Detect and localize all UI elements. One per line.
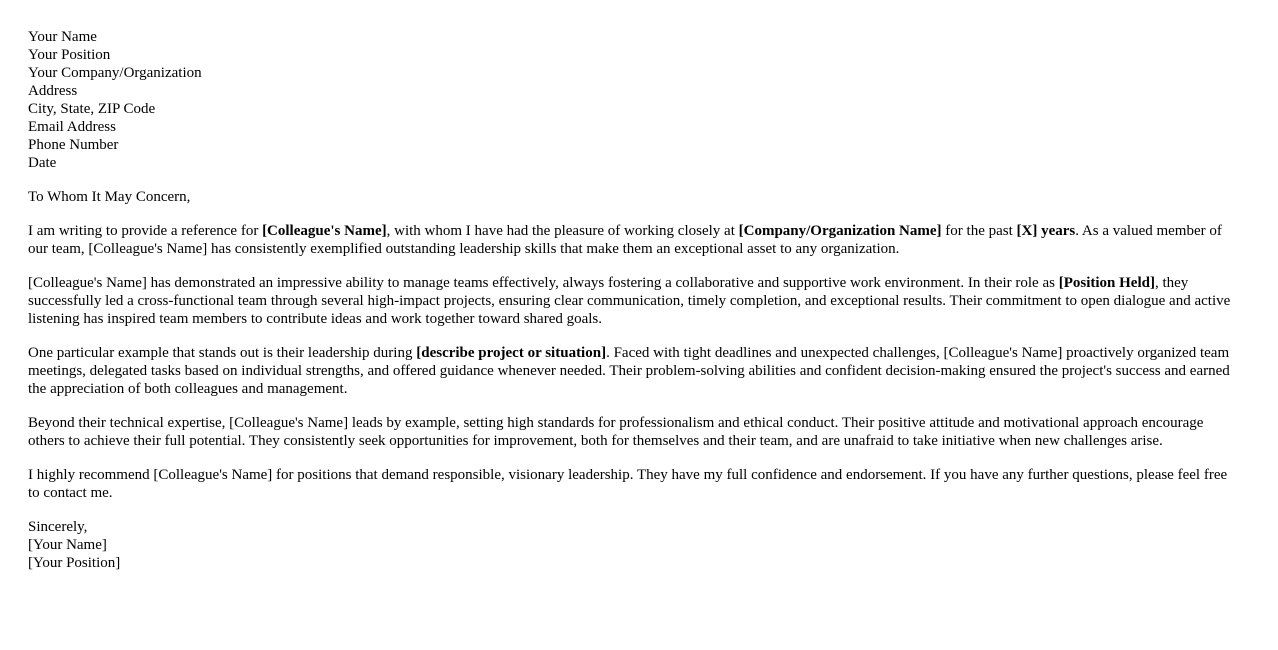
paragraph-4: Beyond their technical expertise, [Colleague's Name] leads by example, setting high standards for professionalism and ethical conduct. Their positive attitude and motivational approach encourage others to achieve their full potential. They consistently seek opportunities for improvement, both for themselves and their team, and are unafraid to take initiative when new challenges arise. — [28, 415, 1204, 449]
paragraph-3-text-c: . Faced with tight deadlines and unexpected challenges, [Colleague's Name] proactively organized team meetings, delegated tasks based on individual strengths, and offered guidance whenever needed. Their problem-solving abilities and confident decision-making ensured the project's success and earned the appreciation of both colleagues and management. — [28, 345, 1230, 397]
paragraph-3 — [28, 344, 1240, 398]
years-placeholder: [X] years — [1016, 223, 1076, 239]
colleague-name-placeholder: [Colleague's Name] — [262, 223, 387, 239]
sign-off: Sincerely, — [28, 519, 88, 535]
sender-address: Address — [28, 83, 78, 99]
paragraph-2-text-a: [Colleague's Name] has demonstrated an impressive ability to manage teams effectively, always fostering a collaborative and supportive work environment. In their role as — [28, 275, 1059, 291]
signature-name: [Your Name] — [28, 537, 107, 553]
paragraph-1-text-e: for the past — [941, 223, 1017, 239]
paragraph-1 — [28, 222, 1240, 258]
paragraph-1-text-g: . As a valued member of our team, [Colleague's Name] has consistently exemplified outstanding leadership skills that make them an exceptional asset to any organization. — [28, 223, 1222, 257]
paragraph-3-text-a: One particular example that stands out is their leadership during — [28, 345, 417, 361]
paragraph-5: I highly recommend [Colleague's Name] for positions that demand responsible, visionary leadership. They have my full confidence and endorsement. If you have any further questions, please feel free to contact me. — [28, 467, 1228, 501]
paragraph-2 — [28, 274, 1240, 328]
sender-company: Your Company/Organization — [28, 65, 202, 81]
salutation: To Whom It May Concern, — [28, 189, 191, 205]
sender-name: Your Name — [28, 29, 97, 45]
project-placeholder: [describe project or situation] — [416, 345, 607, 361]
paragraph-1-text-a: I am writing to provide a reference for — [28, 223, 263, 239]
letter-page — [28, 28, 1240, 572]
sender-block — [28, 28, 1240, 172]
paragraph-1-text-c: , with whom I have had the pleasure of working closely at — [386, 223, 739, 239]
signature-block — [28, 518, 1240, 572]
sender-position: Your Position — [28, 47, 111, 63]
signature-position: [Your Position] — [28, 555, 121, 571]
sender-phone: Phone Number — [28, 137, 119, 153]
sender-date: Date — [28, 155, 57, 171]
sender-email: Email Address — [28, 119, 116, 135]
position-held-placeholder: [Position Held] — [1058, 275, 1155, 291]
company-name-placeholder: [Company/Organization Name] — [738, 223, 942, 239]
paragraph-2-text-c: , they successfully led a cross-functional team through several high-impact projects, ensuring clear communication, timely completion, and exceptional results. Their commitment to open dialogue and active listening has inspired team members to contribute ideas and work together toward shared goals. — [28, 275, 1231, 327]
sender-city-state-zip: City, State, ZIP Code — [28, 101, 156, 117]
